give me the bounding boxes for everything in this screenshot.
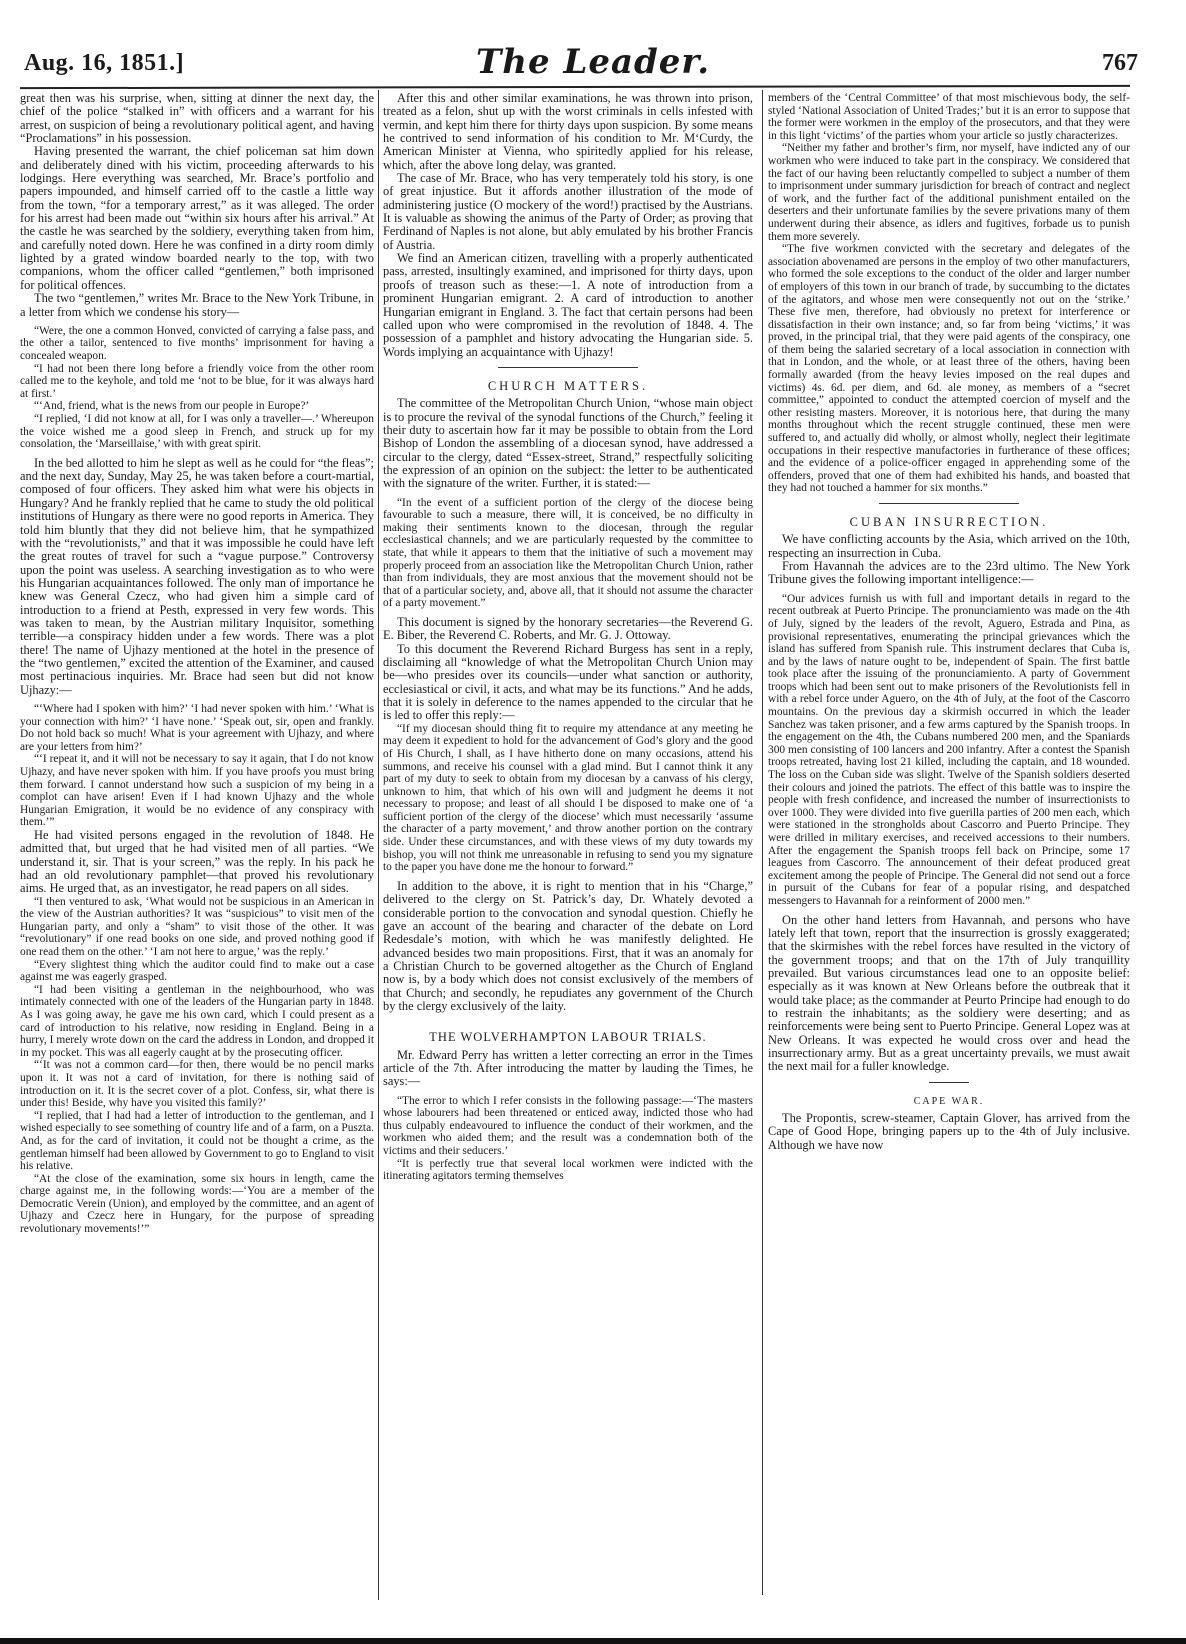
quote-paragraph: “In the event of a sufficient portion of the clergy of the diocese being favourable to such a measure, there will, it is conceived, be no difficulty in making their sentiments known to the diocesan, through the regular ecclesiastical channels; and we are particularly requested by the committee to state, that while it appears to them that the initiative of such a movement may properly proceed from an association like the Metropolitan Church Union, rather than from individuals, they are most anxious that the movement should not be that of a particular society, and, above all, that it should not assume the character of a party movement.”	[383, 496, 753, 610]
quote-paragraph: “I had not been there long before a friendly voice from the other room called me to the keyhole, and told me ‘not to be blue, for it was always hard at first.’	[20, 362, 374, 400]
paragraph: The case of Mr. Brace, who has very temperately told his story, is one of great injustice. But it affords another illustration of the mode of administering justice (O mockery of the word!) practised by the Austrians. It is valuable as showing the animus of the Party of Order; as proving that Ferdinand of Naples is not alone, but ably emulated by his brother Francis of Austria.	[383, 171, 753, 252]
paragraph: In the bed allotted to him he slept as well as he could for “the fleas”; and the next day, Sunday, May 25, he was taken before a court-martial, composed of four officers. They asked him what were his objects in Hungary? And he frankly replied that he came to study the old political institutions of Hungary as there were no good reports in America. They told him bluntly that they did not believe him, that he sympathized with the “revolutionists,” and that it was impossible he could have left the great routes of travel for such a “vague purpose.” Controversy upon the point was useless. A searching investigation as to who were his Hungarian acquaintances followed. The only man of importance he knew was General Czecz, who had given him a simple card of introduction to a friend at Pesth, expressed in very few words. This was taken to mean, by the Austrian military Inquisitor, something terrible—a conspiracy hidden under a few words. There was a plot there! The name of Ujhazy mentioned at the hotel in the presence of the “two gentlemen,” excited the attention of the Examiner, and caused most pertinacious inquiries. Mr. Brace had seen but did not know Ujhazy:—	[20, 455, 374, 697]
masthead-rule	[20, 85, 1130, 89]
quote-paragraph: “‘And, friend, what is the news from our people in Europe?’	[34, 400, 310, 413]
section-heading-church-matters: CHURCH MATTERS.	[487, 378, 649, 393]
paragraph: We have conflicting accounts by the Asia, which arrived on the 10th, respecting an insurrection in Cuba.	[768, 532, 1130, 560]
masthead	[0, 0, 1186, 88]
quote-paragraph: “The five workmen convicted with the secretary and delegates of the association abovenamed are persons in the employ of two other manufacturers, who formed the sole exceptions to the conduct of the older and larger number of employers of this town in our branch of trade, by succumbing to the dictates of the agitators, and whose men were consequently not out on the ‘strike.’ These five men, therefore, had obviously no pretext for interference or dissatisfaction in their own instance; and, so far from being ‘victims,’ it was proved, in the principal trial, that they were paid agents of the conspiracy, one of them being the salaried secretary of a local association in connection with that in London, and the whole, or at least three of the others, having been formally awarded (from the heavy levies imposed on the real dupes and victims) 4s. 6d. per diem, and 6d. ale money, as members of a “secret committee,” appointed to conduct the attempted coercion of myself and the other resisting masters. Moreover, it is notorious here, that during the many months throughout which the recent struggle continued, these men were suffered to, and actually did wholly, or almost wholly, neglect their legitimate occupations in their respective manufactories in furtherance of these offices; and the evidence of a police-officer engaged in apprehending some of the offenders, proved that one of them had exhibited his hands, and boasted that they had not touched a hammer for six months.”	[768, 243, 1130, 495]
column-3	[768, 92, 1130, 1152]
quote-paragraph: “Every slightest thing which the auditor could find to make out a case against me was eagerly grasped.	[20, 958, 374, 984]
section-heading-cape-war: CAPE WAR.	[913, 1095, 985, 1107]
paragraph: He had visited persons engaged in the revolution of 1848. He admitted that, but urged that he had visited men of all parties. “We understand it, sir. That is your screen,” was the reply. In his pack he had an old revolutionary pamphlet—that proved his revolutionary aims. He urged that, as an investigator, he read papers on all sides.	[20, 827, 374, 896]
column-1	[20, 92, 374, 1236]
paragraph: After this and other similar examinations, he was thrown into prison, treated as a felon, shut up with the worst criminals in cells infested with vermin, and kept him there for thirty days upon suspicion. By some means he contrived to send information of his condition to Mr. M‘Curdy, the American Minister at Vienna, who spiritedly applied for his release, which, after the above long delay, was granted.	[383, 91, 753, 172]
paragraph: In addition to the above, it is right to mention that in his “Charge,” delivered to the clergy on St. Patrick’s day, Dr. Whately devoted a considerable portion to the convocation and synodal question. Chiefly he gave an account of the bearing and character of the debate on Lord Redesdale’s motion, with which he was manifestly delighted. He advanced besides two main propositions. First, that it was an anomaly for a Christian Church to be governed altogether as the Church of England now is, by a body which does not consist exclusively of the members of that Church; and secondly, he repudiates any government of the Church by the clergy exclusively of the laity.	[383, 878, 753, 1013]
column-divider	[378, 90, 379, 1600]
quote-paragraph: “It is perfectly true that several local workmen were indicted with the itinerating agitators terming themselves	[383, 1157, 753, 1183]
quote-paragraph: “‘Where had I spoken with him?’ ‘I had never spoken with him.’ ‘What is your connection with him?’ ‘I have none.’ ‘Speak out, sir, open and frankly. Do not hold back so much! What is your agreement with Ujhazy, and where are your letters from him?’	[20, 702, 374, 753]
issue-date: Aug. 16, 1851.]	[24, 50, 185, 76]
quote-paragraph: “‘It was not a common card—for then, there would be no pencil marks upon it. It was not a card of invitation, for there is nothing said of introduction on it. It is the secret cover of a plot. Confess, sir, what there is under this! Beside, why have you visited this family?’	[20, 1059, 374, 1110]
paragraph: We find an American citizen, travelling with a properly authenticated pass, arrested, insultingly examined, and imprisoned for thirty days, upon proofs of treason such as these:—1. A note of introduction from a prominent Hungarian emigrant. 2. A card of introduction to another Hungarian emigrant in England. 3. The fact that certain persons had been called upon who were compromised in the revolution of 1848. 4. The possession of a pamphlet and history advocating the Hungarian side. 5. Words implying an acquaintance with Ujhazy!	[383, 251, 753, 359]
paragraph: To this document the Reverend Richard Burgess has sent in a reply, disclaiming all “knowledge of what the Metropolitan Church Union may be—who presides over its councils—under what sanction or authority, ecclesiastical or civil, it acts, and what may be its functions.” And he adds, that it is solely in deference to the names appended to the circular that he is led to offer this reply:—	[383, 641, 753, 723]
quote-paragraph: “At the close of the examination, some six hours in length, came the charge against me, in the following words:—‘You are a member of the Democratic Verein (Union), and employed by the committee, and an agent of Ujhazy and Czecz here in Hungary, for the purpose of spreading revolutionary movements!’”	[20, 1172, 374, 1236]
paragraph: On the other hand letters from Havannah, and persons who have lately left that town, report that the insurrection is grossly exaggerated; that the skirmishes with the rebel forces have resulted in the victory of the government troops; and that on the 17th of July tranquillity prevailed. But various circumstances lead one to an opposite belief: especially as it was known at New Orleans before the outbreak that it would take place; as the commander at Peurto Principe had enough to do to restrain the inhabitants; as the soldiery were deserting; and as reinforcements were being sent to Puerto Principe. General Lopez was at New Orleans. It was expected he would cross over and head the insurrectionary army. But as a great uncertainty prevails, we must await the next mail for a fuller knowledge.	[768, 912, 1130, 1074]
column-divider	[762, 90, 763, 1595]
column-2	[383, 92, 753, 1183]
section-heading-wolverhampton: THE WOLVERHAMPTON LABOUR TRIALS.	[429, 1030, 707, 1045]
section-separator	[498, 367, 638, 368]
paragraph: Having presented the warrant, the chief policeman sat him down and deliberately dined with his victim, proceeding afterwards to his lodgings. Here everything was searched, Mr. Brace’s portfolio and papers impounded, and himself carried off to the castle a little way from the town, “for a temporary arrest,” as it was alleged. The order for his arrest had been made out “within six hours after his arrival.” At the castle he was searched by the soldiery, everything taken from him, and carefully noted down. Here he was confined in a dirty room dimly lighted by a grated window boarded nearly to the top, with two companions, whom the officer called “gentlemen,” both imprisoned for political offences.	[20, 144, 374, 292]
page-bottom-edge	[0, 1638, 1186, 1644]
quote-paragraph: “‘I repeat it, and it will not be necessary to say it again, that I do not know Ujhazy, and have never spoken with him. If you have proofs you must bring them forward. I cannot understand how such a suspicion of my being in a complot can have arisen! Even if I had known Ujhazy and the whole Hungarian Emigration, it would be no evidence of any conspiracy with them.’”	[20, 753, 374, 829]
quote-paragraph: “I replied, ‘I did not know at all, for I was only a traveller—.’ Whereupon the voice wished me a good sleep in French, and struck up for my consolation, the ‘Marseillaise,’ with with great spirit.	[20, 413, 374, 451]
quote-paragraph: “Our advices furnish us with full and important details in regard to the recent outbreak at Puerto Principe. The pronunciamiento was made on the 4th of July, signed by the leaders of the revolt, Aguero, Estrada and Pina, as provisional representatives, enumerating the principal grievances which the island has suffered from Spanish rule. This instrument declares that Cuba is, and by the laws of nature ought to be, independent of Spain. The first battle took place after the issuing of the pronunciamiento. A party of Government troops which had been sent out to make prisoners of the Revolutionists fell in with a rebel force under Aguero, on the 4th of July, at the foot of the Cascorro mountains. On the previous day a skirmish occurred in which the leader Sanchez was taken prisoner, and a few arms captured by the Spanish troops. In the engagement on the 4th, the Cubans numbered 200 men, and the Spaniards 300 men consisting of 100 lancers and 200 infantry. After a contest the Spanish troops retreated, having lost 21 killed, including the captain, and 18 wounded. The loss on the Cuban side was slight. Twelve of the Spanish soldiers deserted their colours and joined the patriots. The effect of this battle was to inspire the people with fresh confidence, and increased the number of insurrectionists to over 1000. They were divided into five guerilla parties of 200 men each, which were stationed in the strongholds about Cascorro and Puerto Principe. They were drilled in military exercises, and received accessions to their numbers. After the engagement the Spanish troops fell back on Principe, some 17 leagues from Cascorro. The announcement of their defeat produced great excitement among the people of Principe. The General did not send out a force in pursuit of the Cubans for fear of a popular rising, and despatched messengers to Havannah for a reinforment of 2000 men.”	[768, 592, 1130, 907]
paragraph: The two “gentlemen,” writes Mr. Brace to the New York Tribune, in a letter from which we condense his story—	[20, 291, 374, 319]
page-number: 767	[1102, 50, 1138, 76]
paragraph: The Propontis, screw-steamer, Captain Glover, has arrived from the Cape of Good Hope, bringing papers up to the 4th of July inclusive. Although we have now	[768, 1111, 1130, 1152]
quote-paragraph: “The error to which I refer consists in the following passage:—‘The masters whose labourers had been threatened or enticed away, indicted those who had thus culpably endeavoured to influence the conduct of their workmen, and the workmen who aided them; and the result was a condemnation both of the victims and their seducers.’	[383, 1094, 753, 1158]
quote-paragraph: members of the ‘Central Committee’ of that most mischievous body, the self-styled ‘National Association of United Trades;’ but it is an error to suppose that the former were workmen in the employ of the prosecutors, and that they were in this light ‘victims’ of the parties whom your article so justly characterizes.	[768, 92, 1130, 142]
quote-paragraph: “Were, the one a common Honved, convicted of carrying a false pass, and the other a tailor, sentenced to five months’ imprisonment for having a concealed weapon.	[20, 324, 374, 363]
section-separator	[929, 1082, 969, 1083]
quote-paragraph: “I had been visiting a gentleman in the neighbourhood, who was intimately connected with one of the leaders of the Hungarian party in 1848. As I was going away, he gave me his own card, which I could present as a card of introduction to his relative, now residing in England. Being in a hurry, I merely wrote down on the card the address in London, and dropped it in my pocket. This was all eagerly caught at by the prosecuting officer.	[20, 983, 374, 1059]
quote-paragraph: “I replied, that I had had a letter of introduction to the gentleman, and I wished especially to see something of country life and of a farm, on a Puszta. And, as for the card of invitation, it could not be thought a crime, as the gentleman himself had been allowed by Government to go to England to visit his relative.	[20, 1109, 374, 1173]
quote-paragraph: “Neither my father and brother’s firm, nor myself, have indicted any of our workmen who were induced to take part in the conspiracy. We considered that the fact of our having been reluctantly compelled to subject a number of them to imprisonment under summary jurisdiction for breach of contract and neglect of work, and the further fact of the additional punishment entailed on the deserters and their unfortunate families by the severe privations many of them underwent during their absence, as idlers and fugitives, forbade us to punish them more severely.	[768, 142, 1130, 243]
paragraph: This document is signed by the honorary secretaries—the Reverend G. E. Biber, the Reverend C. Roberts, and Mr. G. J. Ottoway.	[383, 614, 753, 643]
quote-paragraph: “If my diocesan should thing fit to require my attendance at any meeting he may deem it expedient to hold for the advancement of God’s glory and the good of His Church, I shall, as I have hitherto done on many occasions, attend his summons, and receive his counsel with a glad mind. But I cannot think it any part of my duty to seek to obtain from my diocesan by a canvass of his clergy, unknown to him, that which of his own will and judgment he deems it not necessary to propose; and least of all should I be disposed to make one of ‘a sufficient portion of the clergy of the diocese’ which must necessarily ‘assume the character of a party movement,’ and throw another portion on the contrary side. Under these circumstances, and with these views of my duty towards my bishop, you will not think me unreasonable in refusing to send you my signature to the paper you have done me the honour to forward.”	[383, 722, 753, 874]
newspaper-title: The Leader.	[475, 42, 711, 82]
section-separator	[879, 503, 1019, 504]
quote-paragraph: “I then ventured to ask, ‘What would not be suspicious in an American in the view of the Austrian authorities? It was “suspicious” to visit men of the Hungarian party, and only a “sham” to visit those of the other. It was “revolutionary” if one read books on one side, and proved nothing good if one read them on the other.’ ‘I am not here to argue,’ was the reply.’	[20, 895, 374, 958]
paragraph: Mr. Edward Perry has written a letter correcting an error in the Times article of the 7th. After introducing the matter by lauding the Times, he says:—	[383, 1047, 753, 1089]
paragraph: The committee of the Metropolitan Church Union, “whose main object is to procure the revival of the synodal functions of the Church,” feeling it their duty to ascertain how far it may be possible to obtain from the Lord Bishop of London the assembling of a diocesan synod, have addressed a circular to the clergy, dated “Essex-street, Strand,” respectfully soliciting the expression of an opinion on the subject: the letter to be authenticated with the signature of the writer. Further, it is stated:—	[383, 396, 753, 491]
paragraph: great then was his surprise, when, sitting at dinner the next day, the chief of the police “stalked in” with officers and a warrant for his arrest, on suspicion of being a revolutionary political agent, and having “Proclamations” in his possession.	[20, 91, 374, 146]
paragraph: From Havannah the advices are to the 23rd ultimo. The New York Tribune gives the following important intelligence:—	[768, 559, 1130, 587]
section-heading-cuban-insurrection: CUBAN INSURRECTION.	[849, 515, 1049, 529]
